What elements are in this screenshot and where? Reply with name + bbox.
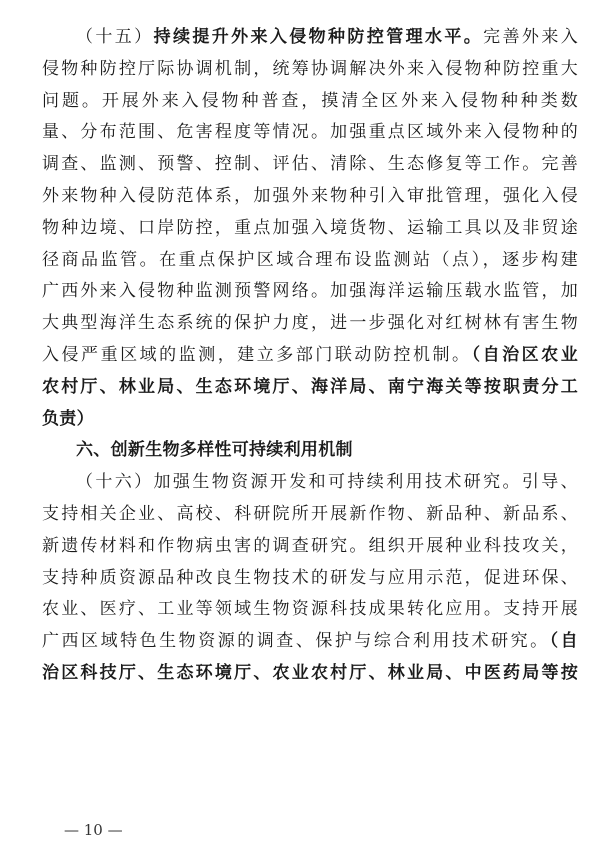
p15-line-5: 调查、监测、预警、控制、评估、清除、生态修复等工作。完善: [42, 154, 578, 175]
p16-line-6: [42, 626, 578, 658]
p16-responsibility-start: （自: [549, 631, 578, 652]
p16-line-5: 农业、医疗、工业等领域生物资源科技成果转化应用。支持开展: [42, 599, 578, 620]
p16-line-1: （十六）加强生物资源开发和可持续利用技术研究。引导、: [76, 472, 578, 493]
p16-line6-plain: 广西区域特色生物资源的调查、保护与综合利用技术研究。: [42, 631, 550, 652]
p15-line-12: 农村厅、林业局、生态环境厅、海洋局、南宁海关等按职责分工: [42, 376, 578, 397]
p15-responsibility-start: （自治区农业: [471, 344, 578, 365]
p16-line-2: 支持相关企业、高校、科研院所开展新作物、新品种、新品系、: [42, 503, 578, 524]
p15-line-13: 负责）: [42, 408, 94, 429]
p15-line-10: 大典型海洋生态系统的保护力度，进一步强化对红树林有害生物: [42, 313, 578, 334]
p15-line-1: [42, 22, 578, 54]
p15-line-4: 量、分布范围、危害程度等情况。加强重点区域外来入侵物种的: [42, 122, 578, 143]
p15-line-11: [42, 340, 578, 372]
p16-line-7: 治区科技厅、生态环境厅、农业农村厅、林业局、中医药局等按: [42, 662, 578, 683]
section-6-heading: 六、创新生物多样性可持续利用机制: [76, 440, 353, 461]
p15-line-7: 物种边境、口岸防控，重点加强入境货物、运输工具以及非贸途: [42, 217, 578, 238]
p15-line-2: 侵物种防控厅际协调机制，统筹协调解决外来入侵物种防控重大: [42, 58, 578, 79]
p15-heading: 持续提升外来入侵物种防控管理水平。: [153, 27, 484, 47]
p15-line1-rest: 完善外来入: [483, 27, 579, 47]
p15-line-9: 广西外来入侵物种监测预警网络。加强海洋运输压载水监管，加: [42, 281, 578, 302]
p15-line-3: 问题。开展外来入侵物种普查，摸清全区外来入侵物种种类数: [42, 90, 578, 111]
p15-line11-plain: 入侵严重区域的监测，建立多部门联动防控机制。: [42, 344, 472, 365]
p15-line-6: 外来物种入侵防范体系，加强外来物种引入审批管理，强化入侵: [42, 185, 578, 206]
document-page: [42, 22, 578, 690]
p15-label: （十五）: [76, 27, 154, 47]
p16-line-3: 新遗传材料和作物病虫害的调查研究。组织开展种业科技攻关，: [42, 535, 578, 556]
page-number: — 10 —: [64, 821, 123, 839]
p16-line-4: 支持种质资源品种改良生物技术的研发与应用示范，促进环保、: [42, 567, 578, 588]
p15-line-8: 径商品监管。在重点保护区域合理布设监测站（点），逐步构建: [42, 249, 578, 270]
